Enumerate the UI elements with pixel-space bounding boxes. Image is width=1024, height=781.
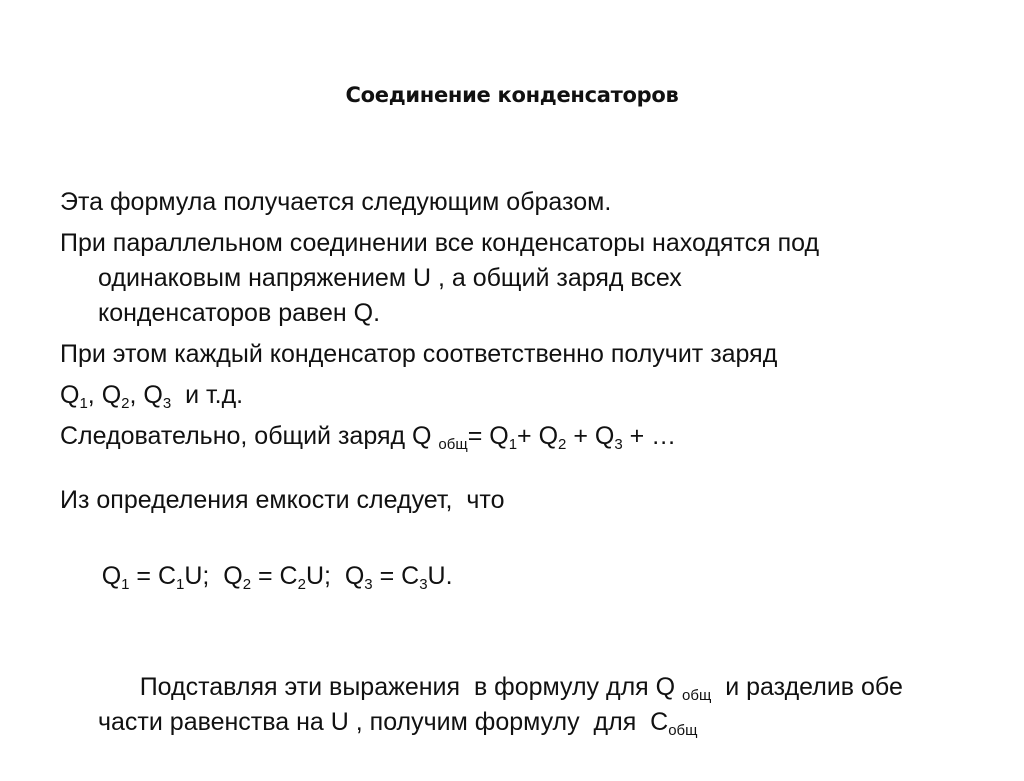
formula-text: и разделив обе [711, 673, 903, 701]
slide-content [60, 185, 970, 781]
formula-text: Q [101, 562, 122, 590]
paragraph-capacitance-definition: Из определения емкости следует, что [60, 486, 505, 514]
formula-text: части равенства на U , получим формулу для С [98, 708, 669, 736]
subscript: 1 [121, 576, 130, 593]
subscript: 2 [558, 436, 567, 453]
subscript: 3 [364, 576, 373, 593]
subscript: 2 [121, 395, 130, 412]
subscript: 3 [419, 576, 428, 593]
paragraph-parallel-line-2: одинаковым напряжением U , а общий заряд всех [98, 264, 682, 292]
formula-text: = C [372, 562, 420, 590]
formula-text: , Q [129, 381, 163, 409]
formula-text: Подставляя эти выражения в формулу для Q [139, 673, 683, 701]
formula-text: и т.д. [171, 381, 244, 409]
formula-text: U; Q [184, 562, 243, 590]
subscript: 1 [508, 436, 518, 453]
formula-charges-list [60, 378, 970, 413]
formula-text: U; Q [305, 562, 365, 590]
subscript: 1 [176, 576, 185, 593]
subscript: общ [682, 687, 712, 704]
slide-title: Соединение конденсаторов [345, 83, 679, 107]
subscript: 3 [162, 395, 172, 412]
paragraph-parallel [60, 226, 970, 331]
formula-text: = C [129, 562, 177, 590]
subscript: общ [668, 722, 698, 739]
formula-text: Следовательно, общий заряд Q [60, 422, 439, 450]
formula-text: U. [427, 562, 453, 590]
paragraph-intro: Эта формула получается следующим образом. [60, 188, 612, 216]
subscript: 3 [614, 436, 623, 453]
paragraph-parallel-line-1: При параллельном соединении все конденсаторы находятся под [60, 229, 820, 257]
formula-text: = C [251, 562, 298, 590]
paragraph-each-charge: При этом каждый конденсатор соответственно получит заряд [60, 340, 778, 368]
formula-total-charge [60, 419, 970, 454]
formula-charges-capacitance [60, 524, 970, 629]
paragraph-parallel-line-3: конденсаторов равен Q. [98, 299, 381, 327]
formula-text: Q [60, 381, 80, 409]
subscript: 1 [79, 395, 88, 412]
formula-text: = Q [467, 422, 509, 450]
formula-text: + … [622, 422, 677, 450]
paragraph-substitution [60, 635, 970, 775]
formula-text: + Q [566, 422, 615, 450]
formula-text: , Q [87, 381, 122, 409]
formula-text: + Q [517, 422, 559, 450]
subscript: общ [438, 436, 468, 453]
subscript: 2 [297, 576, 306, 593]
subscript: 2 [242, 576, 252, 593]
